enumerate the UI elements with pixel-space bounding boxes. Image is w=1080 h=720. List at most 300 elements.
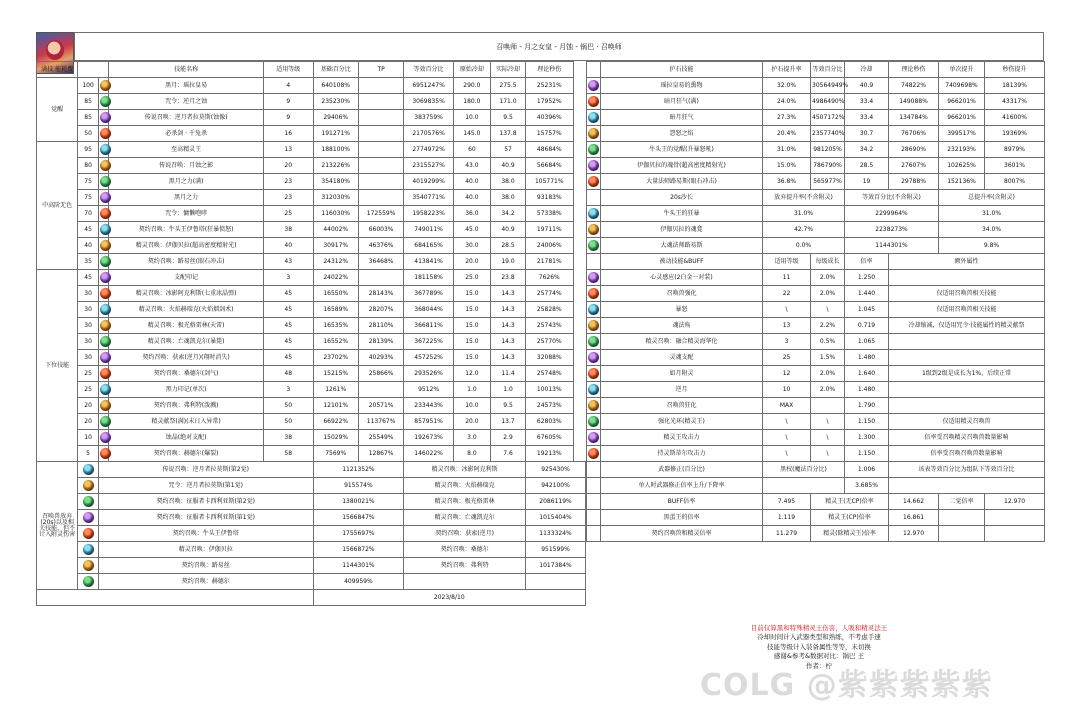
skill-icon — [78, 510, 99, 526]
data-cell: 457252% — [404, 350, 454, 366]
data-cell: 19369% — [985, 126, 1045, 142]
buff-note: 冷却缩减，仅适用咒令·技能属性的精灵献祭 — [889, 318, 1045, 334]
level-cell: 25 — [78, 366, 99, 382]
data-cell: 2.2% — [811, 318, 845, 334]
data-cell: 28.5 — [845, 158, 889, 174]
data-cell: 383759% — [404, 110, 454, 126]
data-cell: 11 — [763, 270, 811, 286]
data-cell: 43317% — [985, 94, 1045, 110]
data-cell — [763, 478, 845, 494]
note-line: 技能等级计入装备属性等等，未切换 — [767, 642, 871, 651]
data-cell: 3.685% — [845, 478, 889, 494]
data-cell: 15.0 — [453, 350, 490, 366]
data-cell: 2.9 — [490, 430, 525, 446]
multiplier-name: 精灵(除精灵王)倍率 — [811, 526, 889, 542]
data-cell: 149088% — [889, 94, 939, 110]
data-cell — [985, 510, 1045, 526]
header-cell: 适用等级 — [763, 254, 811, 270]
data-cell: 15.0% — [763, 158, 811, 174]
skill-icon — [83, 576, 94, 587]
data-cell: 152136% — [939, 174, 985, 190]
summon-name: 契约召唤：获索(逆月) — [404, 526, 526, 542]
data-cell: \ — [763, 414, 811, 430]
data-cell: 368044% — [404, 302, 454, 318]
data-cell: 232193% — [939, 142, 985, 158]
data-cell: 290.0 — [453, 78, 490, 94]
level-cell: 10 — [78, 430, 99, 446]
data-cell: 25774% — [526, 286, 573, 302]
data-cell: 契约召唤：获索(逆月)(翔时消失) — [109, 350, 264, 366]
buff-name: 精灵召唤：融合精灵海华伦 — [601, 334, 763, 350]
header-cell: 放弃提升率(不含附灵) — [763, 190, 845, 206]
data-cell: 48 — [263, 366, 313, 382]
level-cell: 75 — [78, 190, 99, 206]
table-row — [37, 222, 586, 238]
data-cell: 50 — [263, 414, 313, 430]
data-cell: \ — [763, 446, 811, 462]
data-cell: 1144301% — [845, 238, 939, 254]
skill-icon — [588, 352, 599, 363]
skill-icon — [98, 398, 108, 414]
skill-icon — [100, 416, 111, 427]
header-cell: 护石提升率 — [763, 62, 811, 78]
data-cell: 6951247% — [404, 78, 454, 94]
buff-header — [587, 254, 1045, 270]
level-cell: 85 — [78, 110, 99, 126]
skill-icon — [588, 96, 599, 107]
skill-icon — [100, 336, 111, 347]
skill-icon — [587, 334, 601, 350]
data-cell: 12.0 — [453, 366, 490, 382]
data-cell: 28143% — [358, 286, 403, 302]
header-cell: 理论秒伤 — [889, 62, 939, 78]
table-row — [37, 542, 586, 558]
data-cell: 3.0 — [453, 430, 490, 446]
data-cell: 15215% — [313, 366, 358, 382]
data-cell: 3601% — [985, 158, 1045, 174]
icon-cell — [587, 494, 601, 510]
header-cell: 满技 能耗费 — [37, 62, 78, 78]
data-cell: 25231% — [526, 78, 573, 94]
data-cell — [358, 270, 403, 286]
rune-row — [587, 126, 1045, 142]
data-cell: 50 — [263, 398, 313, 414]
rune-name: 大量法师路易斯(眼石冲击) — [601, 174, 763, 190]
buff-note: 倍率受召唤召唤兽数量影响 — [889, 446, 1045, 462]
watermark: COLG @紫紫紫紫紫 — [700, 668, 993, 703]
level-cell: 30 — [78, 302, 99, 318]
buff-note — [889, 270, 1045, 286]
data-cell: 36.0 — [453, 206, 490, 222]
data-cell: 62803% — [526, 414, 573, 430]
data-cell: 15.0 — [453, 302, 490, 318]
skill-icon — [98, 78, 108, 94]
summon-name: 咒令：逆月者拉莫斯(第1觉) — [98, 478, 313, 494]
data-cell: 40396% — [526, 110, 573, 126]
table-row — [37, 334, 586, 350]
data-cell: 27607% — [889, 158, 939, 174]
data-cell: 25549% — [358, 430, 403, 446]
skill-icon — [100, 176, 111, 187]
summon-name: 契约召唤：牛头王伊鲁塔 — [98, 526, 313, 542]
skill-icon — [587, 238, 601, 254]
data-cell: 4 — [263, 78, 313, 94]
data-cell: 1.0 — [453, 382, 490, 398]
data-cell: 1.150 — [845, 446, 889, 462]
data-cell: 15757% — [526, 126, 573, 142]
multiplier-name — [939, 526, 985, 542]
summon-name: 契约召唤：弗利特 — [404, 558, 526, 574]
data-cell: 36468% — [358, 254, 403, 270]
skill-icon — [588, 432, 599, 443]
header-cell: 适用等级 — [263, 62, 313, 78]
data-cell: 40 — [263, 238, 313, 254]
data-cell: 12 — [763, 366, 811, 382]
data-cell: 12867% — [358, 446, 403, 462]
summon-value: 1121352% — [313, 462, 404, 478]
rune-name: 怨怒之焰 — [601, 126, 763, 142]
skill-icon — [78, 478, 99, 494]
group-summon: 召唤兽放弃(20s)以及相关技能，但不计入附灵伤害 — [37, 462, 78, 590]
data-cell: 45 — [263, 318, 313, 334]
data-cell: 2299964% — [845, 206, 939, 222]
data-cell: 14.3 — [490, 334, 525, 350]
data-cell: 367225% — [404, 334, 454, 350]
skill-icon — [100, 160, 111, 171]
level-cell: 75 — [78, 174, 99, 190]
data-cell: 38 — [263, 222, 313, 238]
table-row — [37, 478, 586, 494]
header-cell: 实际冷却 — [490, 62, 525, 78]
level-cell: 35 — [78, 254, 99, 270]
skill-icon — [100, 256, 111, 267]
data-cell: 传说召唤：月蚀之影 — [109, 158, 264, 174]
data-cell: 16589% — [313, 302, 358, 318]
data-cell: 45 — [263, 334, 313, 350]
data-cell: 275.5 — [490, 78, 525, 94]
data-cell: 黑权(魔法百分比) — [763, 462, 845, 478]
modifier-note — [889, 478, 1045, 494]
modifier-note: 该表等效百分比为组队下等效百分比 — [889, 462, 1045, 478]
data-cell: 134784% — [889, 110, 939, 126]
data-cell: 1.119 — [763, 510, 811, 526]
skill-icon — [83, 496, 94, 507]
data-cell: 3069835% — [404, 94, 454, 110]
summon-value: 942100% — [526, 478, 586, 494]
icon-cell — [587, 462, 601, 478]
data-cell: 2238273% — [845, 222, 939, 238]
data-cell: 192673% — [404, 430, 454, 446]
data-cell: 40293% — [358, 350, 403, 366]
data-cell: 966201% — [939, 94, 985, 110]
skill-icon — [98, 430, 108, 446]
data-cell: 13 — [763, 318, 811, 334]
data-cell: 契约召唤：牛头王伊鲁塔(狂暴愤怒) — [109, 222, 264, 238]
level-cell: 100 — [78, 78, 99, 94]
header-cell: 理论秒伤 — [526, 62, 573, 78]
buff-row — [587, 286, 1045, 302]
skill-icon — [588, 112, 599, 123]
summon-value — [526, 574, 586, 590]
data-cell: 13.7 — [490, 414, 525, 430]
level-cell: 20 — [78, 414, 99, 430]
modifier-name: 单人时武器修正倍率上升/下降率 — [601, 478, 763, 494]
data-cell: 黑月之力 — [109, 190, 264, 206]
data-cell: 40.9 — [490, 222, 525, 238]
data-cell: 93183% — [526, 190, 573, 206]
data-cell: 16.861 — [889, 510, 939, 526]
rune-row — [587, 174, 1045, 190]
data-cell: 3 — [263, 270, 313, 286]
skill-icon — [83, 544, 94, 555]
level-cell: 30 — [78, 286, 99, 302]
rune-name: 瑶拉皇易的熏物 — [601, 78, 763, 94]
skill-icon — [100, 192, 111, 203]
data-cell: 2.0% — [811, 366, 845, 382]
multiplier-name: BUFF倍率 — [601, 494, 763, 510]
data-cell: 15.0 — [453, 318, 490, 334]
data-cell: 38.0 — [490, 190, 525, 206]
skill-icon — [588, 400, 599, 411]
data-cell: 30.7 — [845, 126, 889, 142]
summon-value: 409959% — [313, 574, 404, 590]
data-cell: 7409698% — [939, 78, 985, 94]
buff-note — [889, 382, 1045, 398]
data-cell: 34.2 — [845, 142, 889, 158]
data-cell: 9.5 — [490, 398, 525, 414]
skill-icon — [98, 318, 108, 334]
data-cell: 146022% — [404, 446, 454, 462]
level-cell: 30 — [78, 334, 99, 350]
icon-cell — [587, 478, 601, 494]
data-cell: 20571% — [358, 398, 403, 414]
data-cell: 7.495 — [763, 494, 811, 510]
data-cell: 1.5% — [811, 350, 845, 366]
skill-icon — [100, 144, 111, 155]
skill-icon — [98, 366, 108, 382]
table-row — [37, 78, 586, 94]
summon-name — [404, 574, 526, 590]
data-cell: 25828% — [526, 302, 573, 318]
data-cell: 45.0 — [453, 222, 490, 238]
data-cell: 2357740% — [811, 126, 845, 142]
data-cell: 10 — [763, 382, 811, 398]
level-cell: 85 — [78, 94, 99, 110]
table-row — [37, 366, 586, 382]
header-cell: 秒伤提升 — [985, 62, 1045, 78]
data-cell: 24573% — [526, 398, 573, 414]
data-cell: \ — [811, 446, 845, 462]
table-row — [37, 414, 586, 430]
sheet-title: 召唤师 - 月之女皇 - 月蚀 - 锅巴 · 召唤师 — [74, 32, 1044, 61]
data-cell: 3 — [263, 382, 313, 398]
data-cell: 9.8% — [939, 238, 1045, 254]
summon-value: 925430% — [526, 462, 586, 478]
skill-icon — [98, 222, 108, 238]
data-cell: 32.0% — [763, 78, 811, 94]
data-cell: 367789% — [404, 286, 454, 302]
note-line: 感谢&参考&数据对比：锅巴 王 — [773, 652, 865, 661]
data-cell: 8.0 — [453, 446, 490, 462]
icon-cell — [587, 510, 601, 526]
skill-icon — [587, 270, 601, 286]
data-cell: 46376% — [358, 238, 403, 254]
multiplier-name: 精灵王(无CP)倍率 — [811, 494, 889, 510]
data-cell: 0.0% — [763, 238, 845, 254]
skill-icon — [98, 206, 108, 222]
data-cell: 58 — [263, 446, 313, 462]
data-cell: 233443% — [404, 398, 454, 414]
data-cell: 19 — [845, 174, 889, 190]
table-row — [37, 286, 586, 302]
data-cell: 7.6 — [490, 446, 525, 462]
data-cell: 45 — [263, 286, 313, 302]
skill-icon — [588, 416, 599, 427]
note-line: 冷却时间计入武器类型和熟练，不考虑手速 — [757, 633, 881, 642]
data-cell: 1.150 — [845, 414, 889, 430]
data-cell: 18139% — [985, 78, 1045, 94]
data-cell — [358, 190, 403, 206]
buff-name: 强化光环(精灵王) — [601, 414, 763, 430]
data-cell: 105771% — [526, 174, 573, 190]
data-cell: 19.0 — [490, 254, 525, 270]
skill-icon — [98, 382, 108, 398]
summon-value: 1133324% — [526, 526, 586, 542]
header-cell: 等效百分比(不含附灵) — [845, 190, 939, 206]
skill-icon — [98, 334, 108, 350]
table-row — [37, 270, 586, 286]
table-row — [37, 190, 586, 206]
data-cell: 15.0 — [453, 286, 490, 302]
data-cell: 1.480 — [845, 350, 889, 366]
data-cell: 15029% — [313, 430, 358, 446]
table-row — [37, 526, 586, 542]
data-cell: 精灵献祭(满)(末日入异常) — [109, 414, 264, 430]
data-cell: 749011% — [404, 222, 454, 238]
note-line: 作者：柠 — [806, 661, 832, 670]
summon-name: 精灵召唤：伊伽贝拉 — [98, 542, 313, 558]
data-cell: 640108% — [313, 78, 358, 94]
data-cell: 28110% — [358, 318, 403, 334]
skill-icon — [588, 272, 599, 283]
header-cell: TP — [358, 62, 403, 78]
data-cell: 8007% — [985, 174, 1045, 190]
data-cell: 9 — [263, 110, 313, 126]
table-row — [37, 126, 586, 142]
buff-note: 仅适用精灵召唤兽 — [889, 414, 1045, 430]
data-cell: 20.0 — [453, 414, 490, 430]
data-cell: 黑月之力(满) — [109, 174, 264, 190]
data-cell: 21781% — [526, 254, 573, 270]
skill-icon — [588, 288, 599, 299]
skill-icon — [588, 304, 599, 315]
skill-icon — [98, 126, 108, 142]
skill-icon — [83, 512, 94, 523]
data-cell: \ — [811, 302, 845, 318]
data-cell: 支配印记 — [109, 270, 264, 286]
table-row — [37, 254, 586, 270]
skill-icon — [588, 128, 599, 139]
buff-row — [587, 270, 1045, 286]
skill-icon — [100, 368, 111, 379]
data-cell: 9.5 — [490, 110, 525, 126]
data-cell: 137.8 — [490, 126, 525, 142]
data-cell: 31.0% — [939, 206, 1045, 222]
data-cell: 14.3 — [490, 302, 525, 318]
skill-icon — [83, 560, 94, 571]
skill-icon — [587, 142, 601, 158]
data-cell: 38 — [263, 430, 313, 446]
data-cell: 13 — [263, 142, 313, 158]
date-row — [37, 590, 586, 606]
skill-icon — [78, 574, 99, 590]
buff-row — [587, 334, 1045, 350]
level-cell: 80 — [78, 158, 99, 174]
data-cell: 1.790 — [845, 398, 889, 414]
group-mid: 中高阶无色 — [37, 142, 78, 270]
data-cell: 1.0 — [490, 382, 525, 398]
multiplier-name — [939, 510, 985, 526]
skill-icon — [588, 240, 599, 251]
header-cell — [78, 62, 109, 78]
data-cell: 113767% — [358, 414, 403, 430]
summon-name: 精灵召唤：火焰赫瑞克 — [404, 478, 526, 494]
data-cell: 16535% — [313, 318, 358, 334]
data-cell: 14.3 — [490, 350, 525, 366]
data-cell: 精灵召唤：亡魂凯克尔(暴毙) — [109, 334, 264, 350]
data-cell: 40.0 — [453, 190, 490, 206]
summon-name: 契约召唤：征服者卡西利亚斯(第1觉) — [98, 510, 313, 526]
buff-name: 精灵王攻击力 — [601, 430, 763, 446]
skill-icon — [588, 320, 599, 331]
skill-icon — [588, 208, 599, 219]
data-cell: 传说召唤：逆月者拉莫斯(蚀像) — [109, 110, 264, 126]
skill-icon — [587, 382, 601, 398]
data-cell: 48684% — [526, 142, 573, 158]
skill-icon — [587, 126, 601, 142]
skill-icon — [588, 176, 599, 187]
table-row — [37, 510, 586, 526]
data-cell: 11.279 — [763, 526, 811, 542]
summon-name: 精灵召唤：极光格雷林 — [404, 494, 526, 510]
level-cell: 70 — [78, 206, 99, 222]
data-cell: \ — [763, 430, 811, 446]
data-cell: 32088% — [526, 350, 573, 366]
table-row — [37, 206, 586, 222]
level-cell: 95 — [78, 142, 99, 158]
data-cell: 213226% — [313, 158, 358, 174]
data-cell: 16 — [263, 126, 313, 142]
skill-icon — [100, 224, 111, 235]
header-cell: 基础百分比 — [313, 62, 358, 78]
data-cell: 684165% — [404, 238, 454, 254]
skill-icon — [588, 336, 599, 347]
buff-row — [587, 430, 1045, 446]
skill-icon — [100, 352, 111, 363]
data-cell: 必杀剑 · 千兔杀 — [109, 126, 264, 142]
rune-name: 暗月狂气(满) — [601, 94, 763, 110]
skill-icon — [587, 318, 601, 334]
data-cell: 1.065 — [845, 334, 889, 350]
skill-damage-table — [36, 61, 586, 606]
skill-icon — [100, 240, 111, 251]
data-cell: 34.2 — [490, 206, 525, 222]
skill-icon — [78, 526, 99, 542]
buff-row — [587, 302, 1045, 318]
data-cell: 3540771% — [404, 190, 454, 206]
header-cell: 等效百分比 — [404, 62, 454, 78]
data-cell: 25748% — [526, 366, 573, 382]
